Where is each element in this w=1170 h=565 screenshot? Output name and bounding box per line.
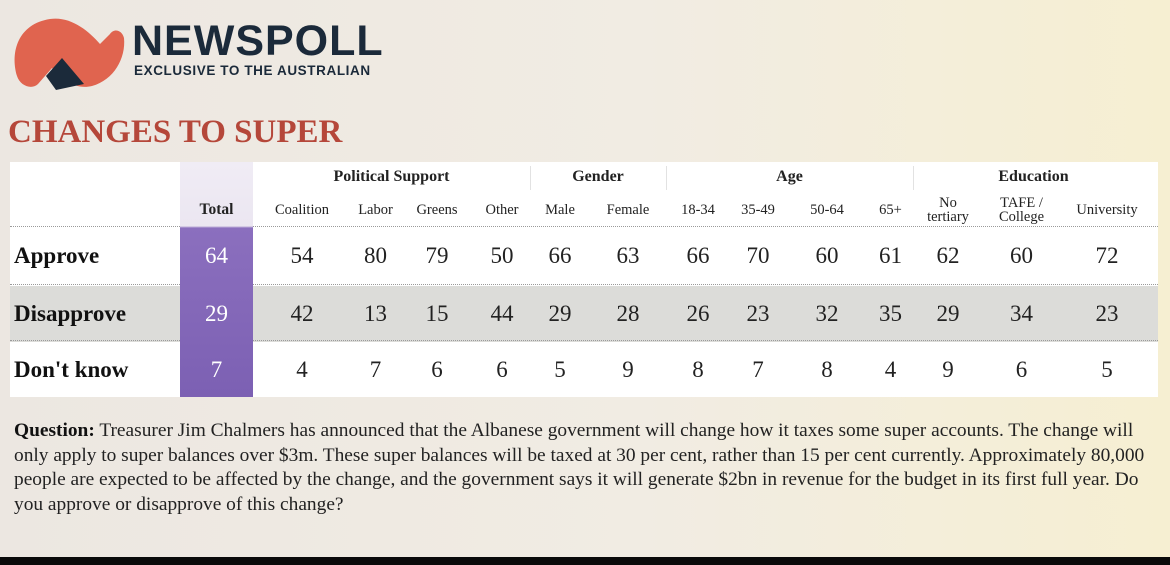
bottom-bar	[0, 557, 1170, 565]
value-cell: 8	[692, 356, 704, 382]
value-cell: 6	[1015, 356, 1028, 382]
question-text	[14, 419, 1160, 518]
column-header: Greens	[416, 201, 458, 218]
newspoll-logo-icon	[10, 14, 128, 90]
total-value-cell: 29	[205, 301, 228, 326]
value-cell: 9	[942, 356, 954, 382]
value-cell: 8	[821, 356, 833, 382]
value-cell: 66	[548, 243, 572, 268]
value-cell: 60	[1010, 243, 1033, 268]
value-cell: 63	[616, 243, 640, 268]
group-header: Age	[776, 168, 803, 185]
value-cell: 4	[884, 356, 897, 382]
value-cell: 28	[616, 301, 640, 326]
column-header: Labor	[358, 201, 393, 218]
column-header: 65+	[879, 201, 902, 218]
value-cell: 54	[290, 243, 314, 268]
column-header: Female	[606, 201, 650, 218]
value-cell: 26	[686, 301, 710, 326]
value-cell: 7	[752, 356, 764, 382]
column-header: Other	[485, 201, 519, 218]
question-body: Treasurer Jim Chalmers has announced that the Albanese government will change how it taxes some super accounts. The change will only apply to super balances over $3m. These super balances will be taxed at 30 per cent, rather than 15 per cent currently. Approximately 80,000 people are expected to be affected by the change, and the government says it will generate $2bn in revenue for the budget in its first full year. Do you approve or disapprove of this change?	[14, 420, 1145, 515]
value-cell: 32	[815, 301, 839, 326]
group-header: Gender	[572, 168, 624, 185]
total-value-cell: 64	[205, 243, 228, 268]
value-cell: 44	[490, 301, 514, 326]
total-value-cell: 7	[210, 356, 223, 382]
brand-tagline: EXCLUSIVE TO THE AUSTRALIAN	[134, 63, 371, 78]
value-cell: 29	[548, 301, 572, 326]
value-cell: 62	[936, 243, 960, 268]
value-cell: 66	[686, 243, 710, 268]
chart-title: CHANGES TO SUPER	[8, 114, 343, 150]
column-header: Male	[545, 201, 575, 218]
column-header: Total	[199, 201, 234, 219]
group-header: Education	[998, 168, 1069, 185]
value-cell: 7	[369, 356, 382, 382]
value-cell: 5	[554, 356, 566, 382]
value-cell: 61	[879, 243, 902, 268]
column-header: 50-64	[810, 201, 844, 218]
value-cell: 6	[496, 356, 508, 382]
value-cell: 5	[1101, 356, 1113, 382]
value-cell: 15	[425, 301, 449, 326]
value-cell: 35	[879, 301, 902, 326]
row-label: Disapprove	[14, 301, 127, 326]
value-cell: 13	[364, 301, 387, 326]
column-header: 18-34	[681, 201, 715, 218]
column-header: 35-49	[741, 201, 775, 218]
value-cell: 29	[936, 301, 960, 326]
value-cell: 79	[425, 243, 449, 268]
value-cell: 60	[815, 243, 839, 268]
value-cell: 42	[290, 301, 314, 326]
value-cell: 9	[622, 356, 634, 382]
column-header: TAFE / College	[998, 194, 1045, 225]
column-header: University	[1076, 201, 1138, 218]
row-label: Don't know	[14, 356, 129, 382]
value-cell: 50	[490, 243, 514, 268]
value-cell: 6	[431, 356, 443, 382]
brand-name: NEWSPOLL	[132, 17, 384, 65]
column-header: Coalition	[275, 201, 329, 218]
row-label: Approve	[14, 243, 100, 268]
value-cell: 70	[746, 243, 770, 268]
value-cell: 72	[1095, 243, 1119, 268]
question-label: Question:	[14, 420, 95, 441]
column-header: No tertiary	[927, 194, 969, 225]
value-cell: 34	[1010, 301, 1033, 326]
group-header: Political Support	[333, 168, 450, 185]
poll-table	[10, 162, 1158, 397]
value-cell: 4	[296, 356, 308, 382]
value-cell: 23	[1095, 301, 1119, 326]
value-cell: 80	[364, 243, 387, 268]
value-cell: 23	[746, 301, 770, 326]
